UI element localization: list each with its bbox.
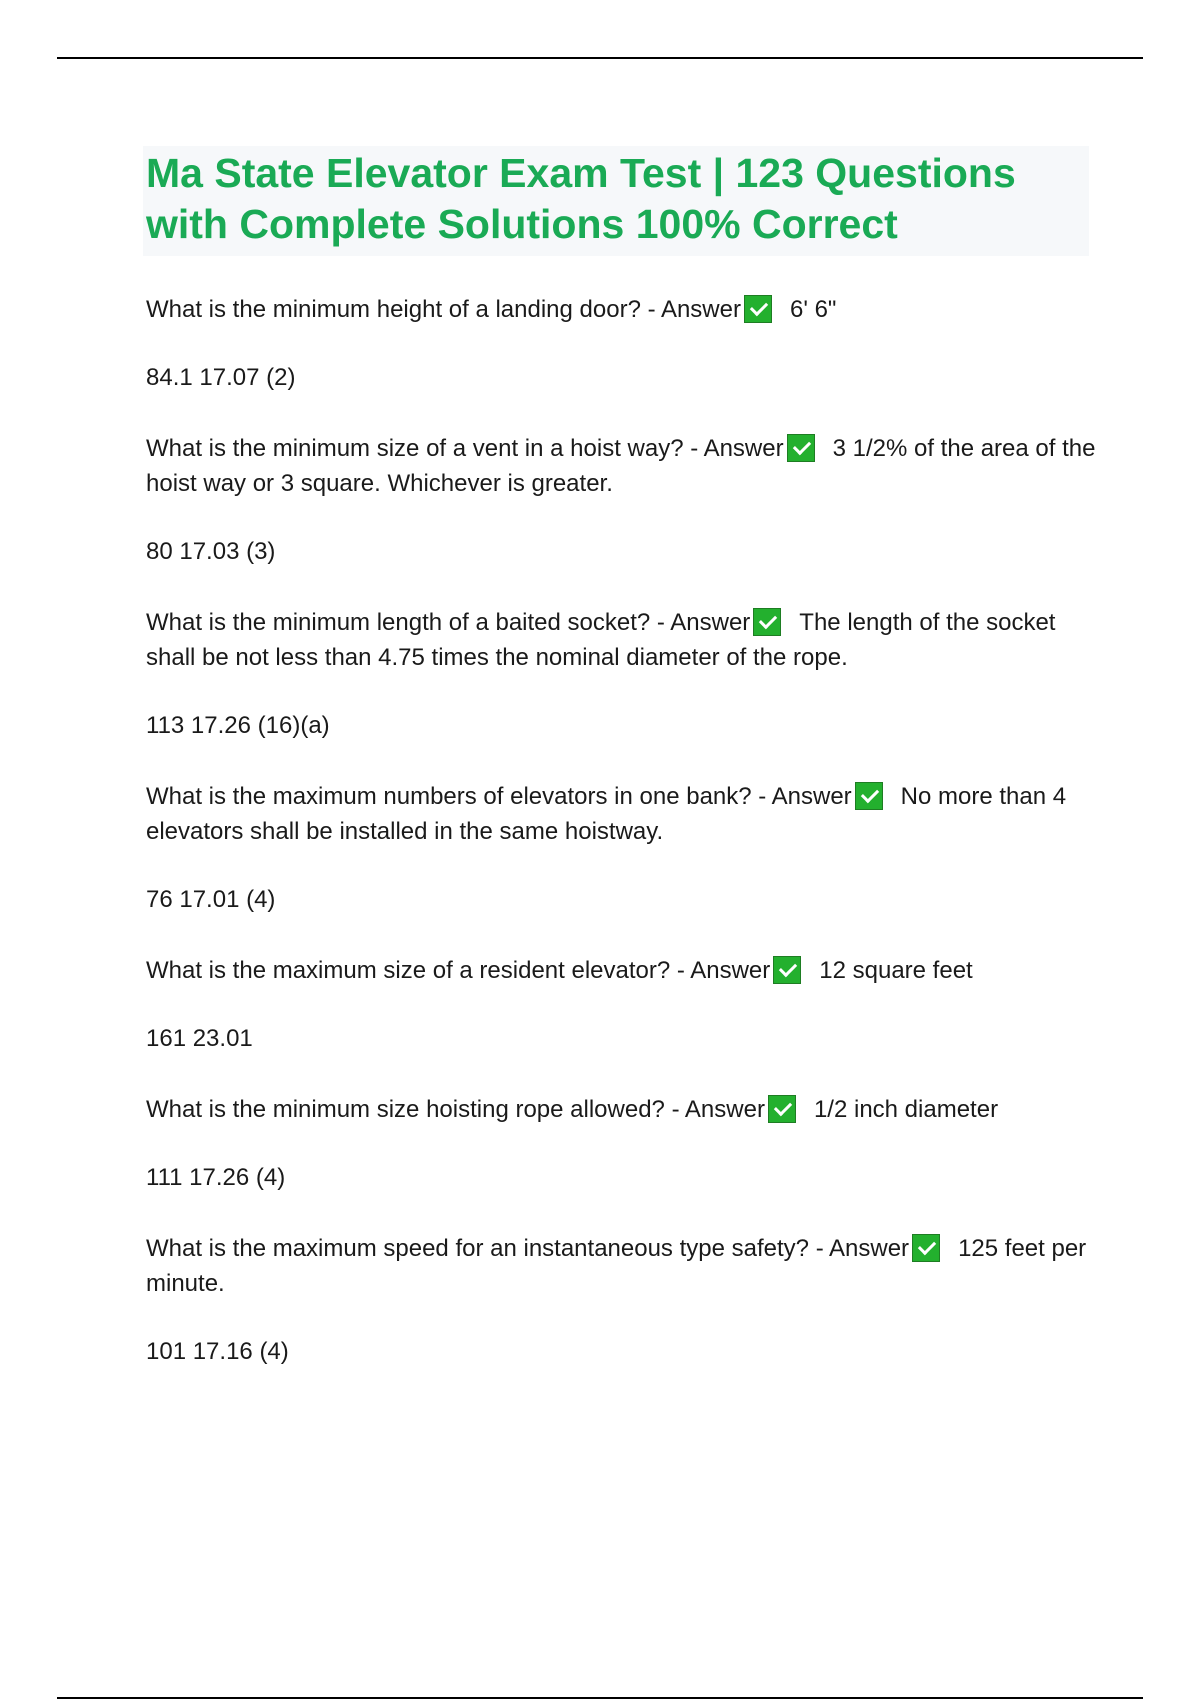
reference-text: 80 17.03 (3) (146, 538, 276, 565)
answer-label: - Answer (690, 435, 784, 462)
answer-text: 12 square feet (819, 957, 973, 984)
question-text: What is the minimum height of a landing door? (146, 296, 641, 323)
answer-label: - Answer (671, 1096, 765, 1123)
question-text: What is the maximum speed for an instantaneous type safety? (146, 1235, 810, 1262)
header-rule (57, 57, 1143, 59)
question-paragraph (146, 953, 1096, 988)
qa-item-5 (146, 953, 1096, 1056)
qa-list (146, 292, 1096, 1369)
reference-text: 76 17.01 (4) (146, 886, 276, 913)
question-text: What is the maximum numbers of elevators in one bank? (146, 783, 752, 810)
reference-text: 161 23.01 (146, 1025, 253, 1052)
check-box-icon (787, 434, 815, 462)
question-text: What is the minimum size of a vent in a hoist way? (146, 435, 684, 462)
answer-label: - Answer (815, 1235, 910, 1262)
qa-item-1 (146, 292, 1096, 395)
qa-item-3 (146, 605, 1096, 743)
reference-text: 84.1 17.07 (2) (146, 364, 296, 391)
answer-text: 1/2 inch diameter (813, 1096, 999, 1123)
question-paragraph (146, 431, 1096, 501)
document-title: Ma State Elevator Exam Test | 123 Questions with Complete Solutions 100% Correct (146, 150, 1016, 247)
qa-item-7 (146, 1231, 1096, 1369)
answer-text: No more than 4 elevators shall be installed in the same hoistway. (146, 783, 1067, 845)
title-banner (143, 146, 1089, 256)
question-paragraph (146, 605, 1096, 675)
question-paragraph (146, 1092, 1096, 1127)
answer-text: The length of the socket shall be not less than 4.75 times the nominal diameter of the rope. (146, 609, 1056, 671)
check-box-icon (744, 295, 772, 323)
check-box-icon (753, 608, 781, 636)
check-box-icon (912, 1234, 940, 1262)
check-box-icon (768, 1095, 796, 1123)
reference-text: 101 17.16 (4) (146, 1338, 289, 1365)
answer-text: 125 feet per minute. (146, 1235, 1087, 1297)
reference-text: 111 17.26 (4) (146, 1164, 286, 1191)
answer-text: 3 1/2% of the area of the hoist way or 3 square. Whichever is greater. (146, 435, 1096, 497)
answer-label: - Answer (656, 609, 751, 636)
document-body (146, 146, 1096, 1405)
answer-text: 6' 6" (789, 296, 837, 323)
answer-label: - Answer (647, 296, 741, 323)
answer-label: - Answer (758, 783, 852, 810)
qa-item-4 (146, 779, 1096, 917)
question-paragraph (146, 292, 1096, 327)
reference-text: 113 17.26 (16)(a) (146, 712, 330, 739)
question-text: What is the minimum size hoisting rope allowed? (146, 1096, 665, 1123)
qa-item-2 (146, 431, 1096, 569)
check-box-icon (773, 956, 801, 984)
answer-label: - Answer (676, 957, 771, 984)
question-paragraph (146, 1231, 1096, 1301)
question-text: What is the minimum length of a baited socket? (146, 609, 651, 636)
qa-item-6 (146, 1092, 1096, 1195)
check-box-icon (855, 782, 883, 810)
footer-rule (57, 1697, 1143, 1699)
question-paragraph (146, 779, 1096, 849)
question-text: What is the maximum size of a resident elevator? (146, 957, 671, 984)
